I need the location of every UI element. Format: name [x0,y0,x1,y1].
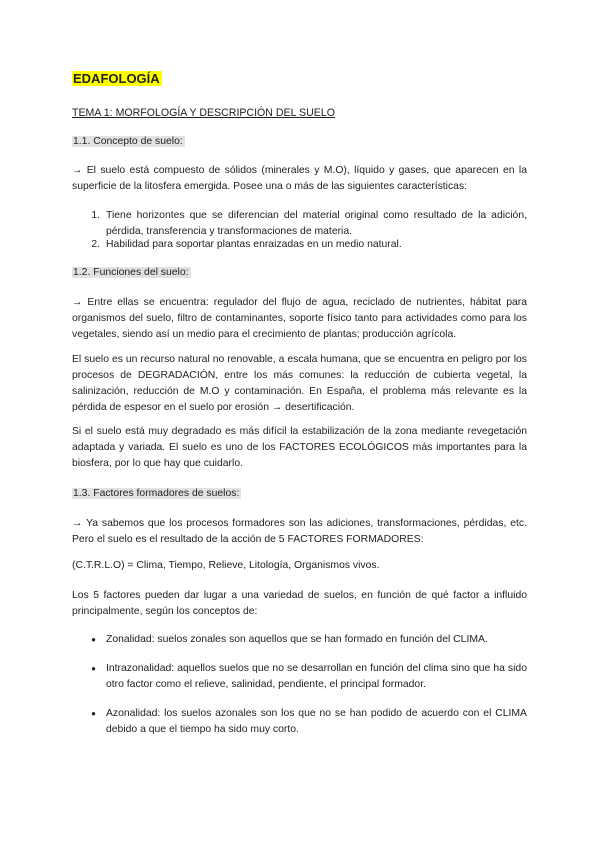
paragraph: (C.T.R.L.O) = Clima, Tiempo, Relieve, Litología, Organismos vivos. [72,560,380,571]
list-item: Tiene horizontes que se diferencian del material original como resultado de la adición, pérdida, transferencia y transformaciones de materia. [106,210,527,237]
list-number: 1. [91,210,100,221]
bullet-icon: ● [91,635,96,644]
list-item: Azonalidad: los suelos azonales son los que no se han podido de acuerdo con el CLIMA debido a que el tiempo ha sido muy corto. [106,708,527,735]
paragraph: El suelo es un recurso natural no renovable, a escala humana, que se encuentra en peligro por los procesos de DEGRADACIÓN, entre los más comunes: la reducción de cubierta vegetal, la salinización, reducción de M.O y contaminación. En España, el problema más relevante es la pérdida de espesor en el suelo por erosión → desertificación. [72,354,527,413]
list-item: Zonalidad: suelos zonales son aquellos que se han formado en función del CLIMA. [106,634,488,645]
list-item: Habilidad para soportar plantas enraizadas en un medio natural. [106,239,402,250]
section-heading: 1.1. Concepto de suelo: [73,136,183,147]
paragraph: → Ya sabemos que los procesos formadores son las adiciones, transformaciones, pérdidas, etc. Pero el suelo es el resultado de la acción de 5 FACTORES FORMADORES: [72,518,527,545]
title-line [72,70,527,89]
bullet-icon: ● [91,664,96,673]
tema-line [72,105,527,122]
paragraph: Los 5 factores pueden dar lugar a una variedad de suelos, en función de qué factor a influido principalmente, según los conceptos de: [72,590,527,617]
tema-heading: TEMA 1: MORFOLOGÍA Y DESCRIPCIÓN DEL SUELO [72,107,335,119]
list-item: Intrazonalidad: aquellos suelos que no se desarrollan en función del clima sino que ha sido otro factor como el relieve, salinidad, pendiente, el principal formador. [106,663,527,690]
section-heading: 1.3. Factores formadores de suelos: [73,488,240,499]
section-heading-line [72,265,527,281]
section-heading: 1.2. Funciones del suelo: [73,267,189,278]
list-number: 2. [91,239,100,250]
paragraph: → El suelo está compuesto de sólidos (minerales y M.O), líquido y gases, que aparecen en la superficie de la litosfera emergida. Posee una o más de las siguientes características: [72,165,527,192]
bullet-icon: ● [91,709,96,718]
section-heading-line [72,486,527,502]
paragraph: → Entre ellas se encuentra: regulador del flujo de agua, reciclado de nutrientes, hábitat para organismos del suelo, filtro de contaminantes, soporte físico tanto para actividades como para los vegetales, siendo así un medio para el crecimiento de plantas; producción agrícola. [72,297,527,340]
section-heading-line [72,134,527,150]
document-title: EDAFOLOGÍA [73,71,160,86]
paragraph: Si el suelo está muy degradado es más difícil la estabilización de la zona mediante revegetación adaptada y variada. El suelo es uno de los FACTORES ECOLÓGICOS más importantes para la biosfera, por lo que hay que cuidarlo. [72,426,527,469]
